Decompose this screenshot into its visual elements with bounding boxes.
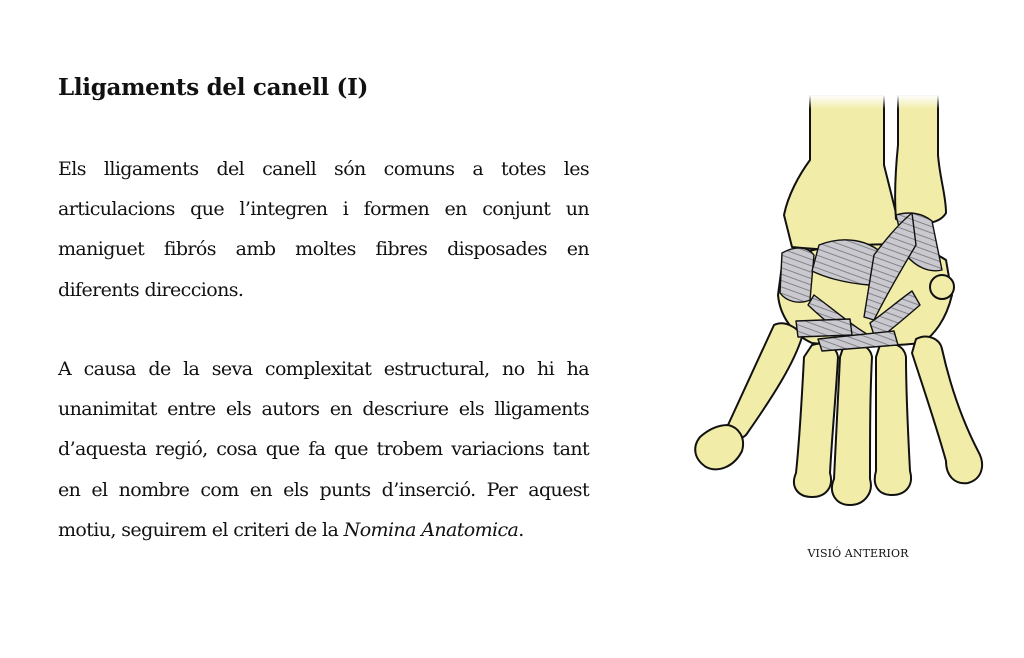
paragraph-complexity-text: A causa de la seva complexitat estructural, no hi ha unanimitat entre els autors en descriure els lligaments d’aquesta regió, cosa que fa que trobem variacions tant en el nombre com en els punts d’inserció. Per aquest motiu, seguirem el criteri de la	[58, 358, 589, 541]
metacarpal-index	[794, 344, 838, 498]
wrist-ligaments-illustration	[684, 95, 1002, 525]
radius-bone	[784, 95, 899, 251]
forearm-fade	[804, 95, 944, 109]
metacarpal-little	[912, 337, 982, 484]
figure-caption: VISIÓ ANTERIOR	[807, 547, 909, 560]
paragraph-intro: Els lligaments del canell són comuns a totes les articulacions que l’integren i formen en conjunt un maniguet fibrós amb moltes fibres disposades en diferents direccions.	[58, 158, 589, 301]
nomina-anatomica-term: Nomina Anatomica	[343, 518, 519, 541]
ulna-bone	[895, 95, 946, 224]
page-title: Lligaments del canell (I)	[58, 74, 369, 101]
paragraph-complexity	[58, 349, 589, 550]
pisiform-bone	[930, 275, 954, 299]
thumb-bones	[695, 323, 802, 469]
paragraph-complexity-end: .	[518, 518, 524, 541]
wrist-anatomy-svg	[684, 95, 1002, 525]
metacarpal-ring	[875, 344, 911, 496]
